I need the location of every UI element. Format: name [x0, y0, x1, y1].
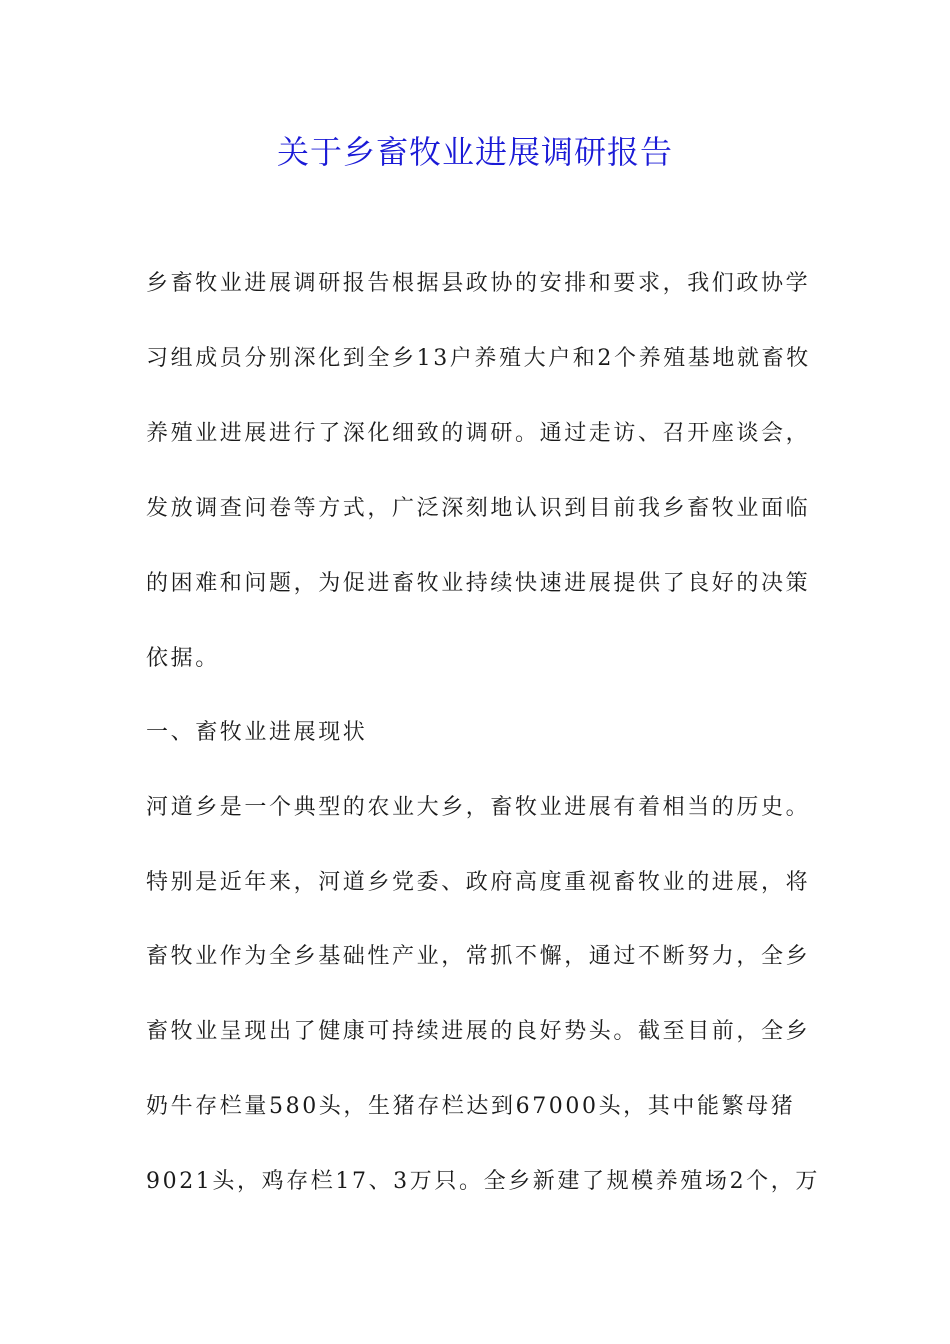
text-line-1: 乡畜牧业进展调研报告根据县政协的安排和要求，我们政协学 — [146, 271, 811, 296]
text-line-3: 养殖业进展进行了深化细致的调研。通过走访、召开座谈会， — [146, 421, 811, 446]
document-title: 关于乡畜牧业进展调研报告 — [276, 133, 673, 171]
text-line-5: 的困难和问题，为促进畜牧业持续快速进展提供了良好的决策 — [146, 571, 811, 596]
text-line-2: 习组成员分别深化到全乡13户养殖大户和2个养殖基地就畜牧 — [146, 346, 811, 371]
text-line-13: 9021头，鸡存栏17、3万只。全乡新建了规模养殖场2个，万 — [146, 1169, 820, 1194]
section-heading: 一、畜牧业进展现状 — [146, 720, 368, 745]
text-line-6: 依据。 — [146, 646, 220, 671]
text-line-9: 特别是近年来，河道乡党委、政府高度重视畜牧业的进展，将 — [146, 870, 811, 895]
text-line-12: 奶牛存栏量580头，生猪存栏达到67000头，其中能繁母猪 — [146, 1094, 796, 1119]
text-line-11: 畜牧业呈现出了健康可持续进展的良好势头。截至目前，全乡 — [146, 1019, 811, 1044]
text-line-10: 畜牧业作为全乡基础性产业，常抓不懈，通过不断努力，全乡 — [146, 944, 811, 969]
text-line-4: 发放调查问卷等方式，广泛深刻地认识到目前我乡畜牧业面临 — [146, 496, 811, 521]
text-line-8: 河道乡是一个典型的农业大乡，畜牧业进展有着相当的历史。 — [146, 795, 811, 820]
